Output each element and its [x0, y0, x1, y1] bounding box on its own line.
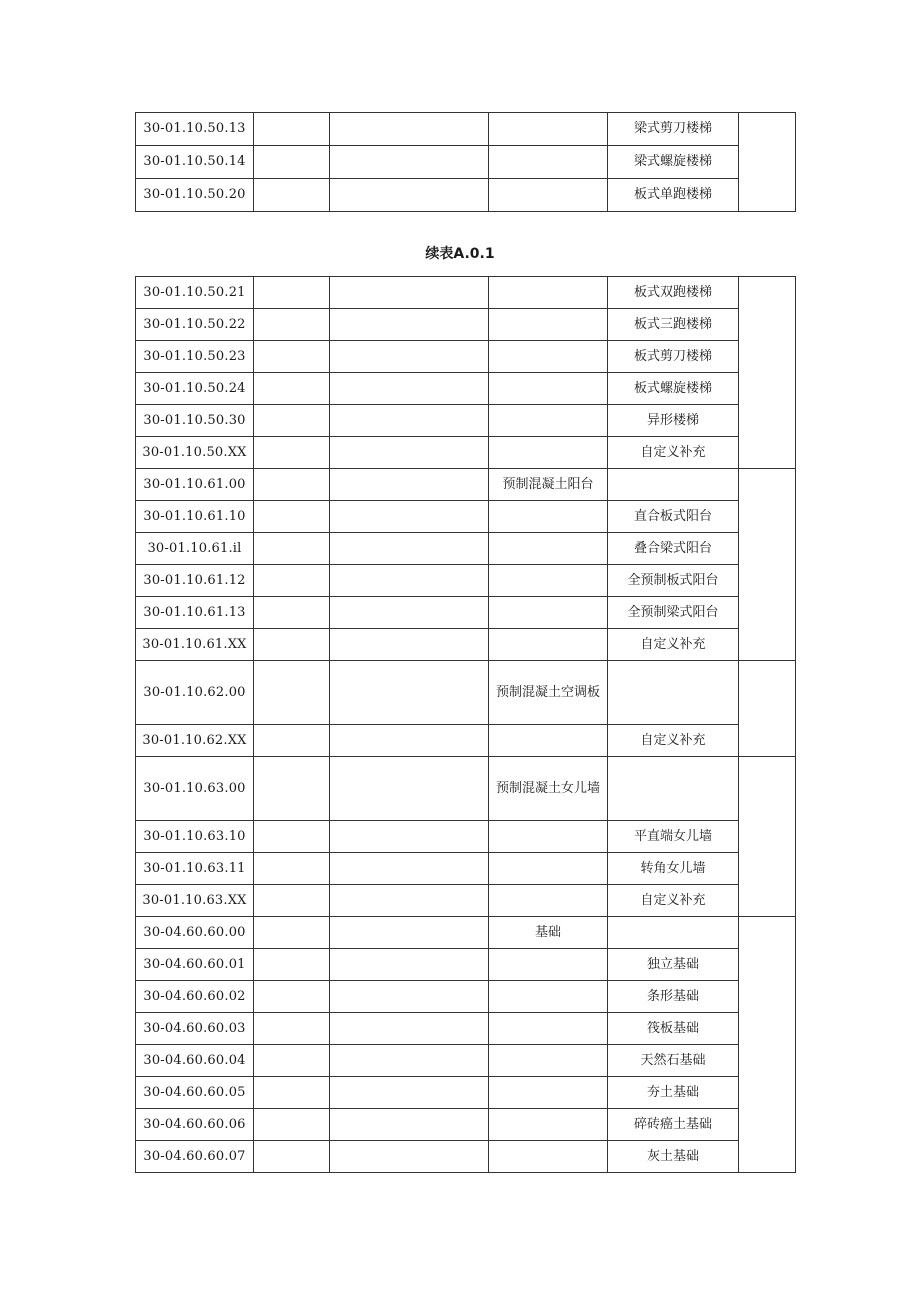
table-row	[136, 1045, 796, 1077]
table-row	[136, 565, 796, 597]
empty-cell	[254, 661, 330, 725]
empty-cell	[254, 981, 330, 1013]
code-cell: 30-04.60.60.07	[136, 1141, 254, 1173]
empty-cell	[254, 309, 330, 341]
subcategory-cell: 自定义补充	[608, 437, 739, 469]
empty-cell	[330, 821, 489, 853]
category-cell	[489, 757, 608, 821]
table-row	[136, 981, 796, 1013]
subcategory-cell: 灰土基础	[608, 1141, 739, 1173]
subcategory-cell: 自定义补充	[608, 885, 739, 917]
subcategory-cell: 平直端女儿墙	[608, 821, 739, 853]
empty-cell	[254, 597, 330, 629]
empty-cell	[330, 373, 489, 405]
category-cell	[489, 885, 608, 917]
table-row	[136, 597, 796, 629]
empty-cell	[330, 981, 489, 1013]
table-row	[136, 533, 796, 565]
subcategory-cell: 板式单跑楼梯	[608, 179, 739, 212]
category-cell	[489, 981, 608, 1013]
code-cell: 30-04.60.60.03	[136, 1013, 254, 1045]
table-row	[136, 113, 796, 146]
subcategory-cell: 板式螺旋楼梯	[608, 373, 739, 405]
code-cell: 30-01.10.61.12	[136, 565, 254, 597]
empty-cell	[330, 1045, 489, 1077]
empty-cell	[254, 917, 330, 949]
empty-cell	[330, 277, 489, 309]
remark-cell	[739, 113, 796, 212]
empty-cell	[254, 146, 330, 179]
subcategory-cell: 全预制梁式阳台	[608, 597, 739, 629]
empty-cell	[330, 1141, 489, 1173]
empty-cell	[330, 146, 489, 179]
category-cell	[489, 437, 608, 469]
subcategory-cell: 天然石基础	[608, 1045, 739, 1077]
category-cell	[489, 565, 608, 597]
code-cell: 30-04.60.60.02	[136, 981, 254, 1013]
table-row	[136, 341, 796, 373]
subcategory-cell: 叠合梁式阳台	[608, 533, 739, 565]
empty-cell	[330, 725, 489, 757]
category-cell: 预制混凝土阳台	[489, 469, 608, 501]
empty-cell	[254, 885, 330, 917]
empty-cell	[330, 437, 489, 469]
empty-cell	[330, 501, 489, 533]
code-cell: 30-01.10.61.10	[136, 501, 254, 533]
table-row	[136, 146, 796, 179]
table-row	[136, 629, 796, 661]
subcategory-cell: 筏板基础	[608, 1013, 739, 1045]
code-cell: 30-01.10.50.22	[136, 309, 254, 341]
empty-cell	[330, 469, 489, 501]
table-row	[136, 469, 796, 501]
code-cell: 30-01.10.50.30	[136, 405, 254, 437]
empty-cell	[254, 1077, 330, 1109]
subcategory-cell: 板式三跑楼梯	[608, 309, 739, 341]
category-cell	[489, 146, 608, 179]
table-row	[136, 405, 796, 437]
code-cell: 30-01.10.63.11	[136, 853, 254, 885]
table-row	[136, 661, 796, 725]
category-cell	[489, 179, 608, 212]
category-cell	[489, 405, 608, 437]
code-cell: 30-01.10.63.XX	[136, 885, 254, 917]
category-cell	[489, 277, 608, 309]
category-cell	[489, 1077, 608, 1109]
subcategory-cell: 梁式螺旋楼梯	[608, 146, 739, 179]
category-cell	[489, 949, 608, 981]
subcategory-cell: 独立基础	[608, 949, 739, 981]
empty-cell	[254, 437, 330, 469]
code-cell: 30-01.10.50.23	[136, 341, 254, 373]
code-cell: 30-01.10.62.00	[136, 661, 254, 725]
table-row	[136, 917, 796, 949]
empty-cell	[330, 661, 489, 725]
category-cell	[489, 113, 608, 146]
empty-cell	[254, 405, 330, 437]
empty-cell	[254, 725, 330, 757]
remark-cell	[739, 277, 796, 469]
code-cell: 30-01.10.50.20	[136, 179, 254, 212]
empty-cell	[254, 341, 330, 373]
category-cell	[489, 1141, 608, 1173]
subcategory-cell: 自定义补充	[608, 725, 739, 757]
category-cell	[489, 821, 608, 853]
category-cell: 基础	[489, 917, 608, 949]
table-row	[136, 725, 796, 757]
empty-cell	[254, 1013, 330, 1045]
table-row	[136, 885, 796, 917]
subcategory-cell: 自定义补充	[608, 629, 739, 661]
category-cell	[489, 373, 608, 405]
table-row	[136, 309, 796, 341]
empty-cell	[330, 1109, 489, 1141]
code-cell: 30-04.60.60.00	[136, 917, 254, 949]
table-row	[136, 821, 796, 853]
code-cell: 30-01.10.63.10	[136, 821, 254, 853]
subcategory-cell	[608, 917, 739, 949]
empty-cell	[254, 821, 330, 853]
empty-cell	[330, 597, 489, 629]
category-cell	[489, 341, 608, 373]
empty-cell	[254, 1109, 330, 1141]
code-cell: 30-01.10.61.00	[136, 469, 254, 501]
category-cell	[489, 1013, 608, 1045]
subcategory-cell	[608, 469, 739, 501]
remark-cell	[739, 661, 796, 757]
code-cell: 30-01.10.50.24	[136, 373, 254, 405]
table-row	[136, 949, 796, 981]
empty-cell	[254, 373, 330, 405]
subcategory-cell: 异形楼梯	[608, 405, 739, 437]
category-cell	[489, 725, 608, 757]
remark-cell	[739, 757, 796, 917]
category-cell-text: 预制混凝土女儿墙	[495, 780, 600, 796]
code-cell: 30-01.10.63.00	[136, 757, 254, 821]
code-cell: 30-01.10.50.XX	[136, 437, 254, 469]
table-row	[136, 437, 796, 469]
empty-cell	[254, 1141, 330, 1173]
category-cell	[489, 661, 608, 725]
code-cell: 30-01.10.50.21	[136, 277, 254, 309]
empty-cell	[254, 469, 330, 501]
code-cell: 30-04.60.60.01	[136, 949, 254, 981]
empty-cell	[330, 179, 489, 212]
empty-cell	[254, 179, 330, 212]
remark-cell	[739, 469, 796, 661]
empty-cell	[330, 629, 489, 661]
category-cell	[489, 309, 608, 341]
empty-cell	[330, 113, 489, 146]
empty-cell	[330, 1077, 489, 1109]
empty-cell	[254, 757, 330, 821]
category-cell	[489, 597, 608, 629]
code-cell: 30-01.10.61.13	[136, 597, 254, 629]
category-cell	[489, 629, 608, 661]
table-continued	[135, 276, 796, 1173]
empty-cell	[254, 277, 330, 309]
empty-cell	[330, 1013, 489, 1045]
code-cell: 30-04.60.60.06	[136, 1109, 254, 1141]
subcategory-cell: 条形基础	[608, 981, 739, 1013]
subcategory-cell	[608, 661, 739, 725]
subcategory-cell: 梁式剪刀楼梯	[608, 113, 739, 146]
table-row	[136, 501, 796, 533]
table-row	[136, 1109, 796, 1141]
empty-cell	[330, 917, 489, 949]
empty-cell	[254, 565, 330, 597]
empty-cell	[254, 113, 330, 146]
code-cell: 30-01.10.61.il	[136, 533, 254, 565]
empty-cell	[330, 341, 489, 373]
code-cell: 30-04.60.60.05	[136, 1077, 254, 1109]
category-cell	[489, 501, 608, 533]
code-cell: 30-01.10.50.13	[136, 113, 254, 146]
subcategory-cell: 碎砖癌土基础	[608, 1109, 739, 1141]
table-row	[136, 373, 796, 405]
table-row	[136, 1141, 796, 1173]
table-upper	[135, 112, 796, 212]
code-cell: 30-01.10.50.14	[136, 146, 254, 179]
category-cell	[489, 533, 608, 565]
subcategory-cell: 转角女儿墙	[608, 853, 739, 885]
empty-cell	[330, 885, 489, 917]
category-cell	[489, 853, 608, 885]
table-caption: 续表A.0.1	[425, 246, 495, 262]
table-row	[136, 757, 796, 821]
table-row	[136, 1013, 796, 1045]
empty-cell	[330, 565, 489, 597]
empty-cell	[330, 949, 489, 981]
code-cell: 30-04.60.60.04	[136, 1045, 254, 1077]
empty-cell	[254, 533, 330, 565]
table-row	[136, 277, 796, 309]
empty-cell	[254, 1045, 330, 1077]
subcategory-cell	[608, 757, 739, 821]
category-cell	[489, 1109, 608, 1141]
empty-cell	[254, 629, 330, 661]
empty-cell	[330, 309, 489, 341]
table-row	[136, 1077, 796, 1109]
empty-cell	[330, 853, 489, 885]
subcategory-cell: 夯土基础	[608, 1077, 739, 1109]
table-row	[136, 179, 796, 212]
subcategory-cell: 板式双跑楼梯	[608, 277, 739, 309]
subcategory-cell: 板式剪刀楼梯	[608, 341, 739, 373]
category-cell	[489, 1045, 608, 1077]
empty-cell	[330, 533, 489, 565]
code-cell: 30-01.10.62.XX	[136, 725, 254, 757]
code-cell: 30-01.10.61.XX	[136, 629, 254, 661]
remark-cell	[739, 917, 796, 1173]
subcategory-cell: 直合板式阳台	[608, 501, 739, 533]
empty-cell	[330, 405, 489, 437]
empty-cell	[254, 853, 330, 885]
empty-cell	[254, 949, 330, 981]
empty-cell	[254, 501, 330, 533]
table-row	[136, 853, 796, 885]
subcategory-cell: 全预制板式阳台	[608, 565, 739, 597]
empty-cell	[330, 757, 489, 821]
category-cell-text: 预制混凝土空调板	[495, 684, 600, 700]
